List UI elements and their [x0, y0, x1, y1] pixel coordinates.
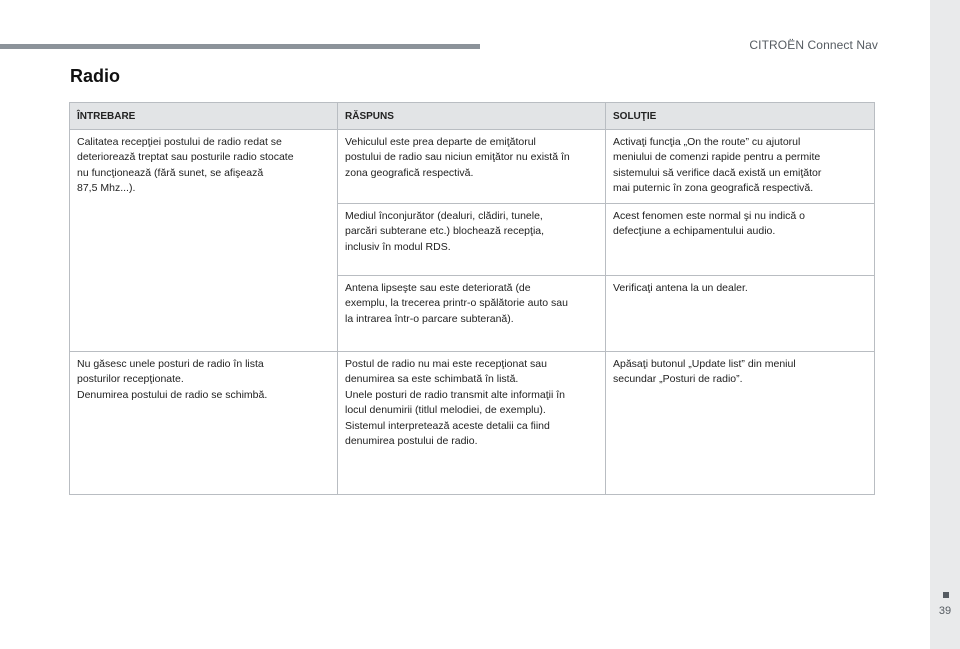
question-text: Calitatea recepţiei postului de radio redat se deteriorează treptat sau posturile radio stocate nu funcţionează (fără sunet, se afişează 87,5 Mhz...).: [77, 135, 294, 194]
solution-text: Activaţi funcţia „On the route” cu ajutorul meniului de comenzi rapide pentru a permite sistemului să verifice dacă există un emiţător mai puternic în zona geografică respectivă.: [613, 135, 822, 194]
solution-text: Verificaţi antena la un dealer.: [613, 281, 748, 294]
brand-label: CITROËN Connect Nav: [749, 38, 878, 52]
answer-text: Vehiculul este prea departe de emiţătorul postului de radio sau niciun emiţător nu există în zona geografică respectivă.: [345, 135, 570, 179]
solution-text: Apăsaţi butonul „Update list” din meniul secundar „Posturi de radio”.: [613, 357, 796, 385]
column-header-question: ÎNTREBARE: [70, 103, 338, 130]
question-text: Nu găsesc unele posturi de radio în lista posturilor recepţionate. Denumirea postului de radio se schimbă.: [77, 357, 268, 401]
solution-cell: [606, 351, 875, 494]
solution-cell: [606, 129, 875, 203]
question-cell: [70, 129, 338, 351]
faq-table: [69, 102, 875, 495]
page-title: Radio: [70, 66, 121, 86]
page-marker-icon: [943, 592, 949, 598]
table-row: [70, 351, 875, 494]
solution-cell: [606, 203, 875, 275]
solution-cell: [606, 275, 875, 351]
page-side-strip: [930, 0, 960, 649]
header-rule: [0, 44, 480, 49]
answer-cell: [338, 129, 606, 203]
answer-cell: [338, 351, 606, 494]
column-header-solution: SOLUŢIE: [606, 103, 875, 130]
solution-text: Acest fenomen este normal şi nu indică o defecţiune a echipamentului audio.: [613, 209, 806, 237]
answer-text: Antena lipseşte sau este deteriorată (de exemplu, la trecerea printr-o spălătorie auto sau la intrarea într-o parcare subterană).: [345, 281, 568, 325]
page-number: 39: [938, 605, 952, 617]
answer-text: Mediul înconjurător (dealuri, clădiri, tunele, parcări subterane etc.) blochează recepţia, inclusiv în modul RDS.: [345, 209, 545, 253]
table-header-row: [70, 103, 875, 130]
question-cell: [70, 351, 338, 494]
table-row: [70, 129, 875, 203]
answer-text: Postul de radio nu mai este recepţionat sau denumirea sa este schimbată în listă. Unele posturi de radio transmit alte informaţii în locul denumirii (titlul melodiei, de exemplu). Sistemul interpretează aceste detalii ca fiind denumirea postului de radio.: [345, 357, 566, 447]
column-header-answer: RĂSPUNS: [338, 103, 606, 130]
answer-cell: [338, 203, 606, 275]
answer-cell: [338, 275, 606, 351]
